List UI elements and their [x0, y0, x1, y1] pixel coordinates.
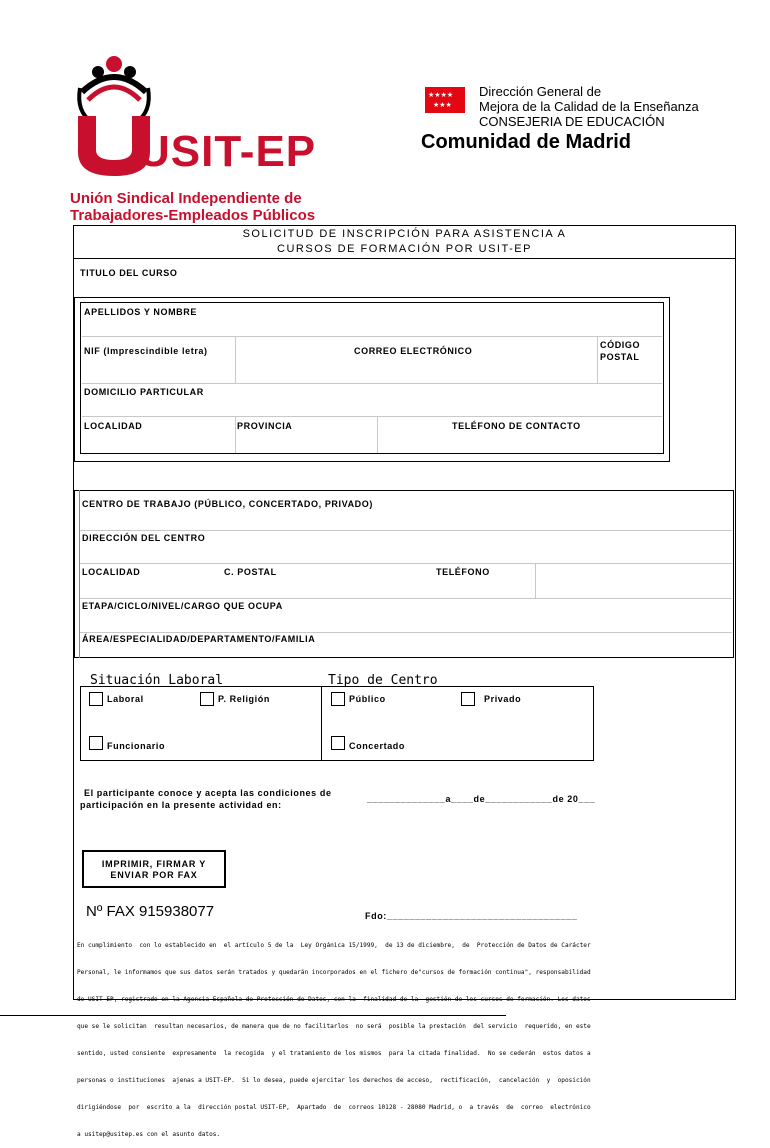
madrid-flag-icon [425, 87, 465, 113]
madrid-title: Comunidad de Madrid [421, 131, 631, 153]
fax-number: Nº FAX 915938077 [86, 903, 215, 920]
domicilio-label: DOMICILIO PARTICULAR [84, 387, 204, 397]
legal-text [77, 923, 733, 1148]
religion-label: P. Religión [218, 694, 270, 704]
centro-cpostal-label: C. POSTAL [224, 567, 277, 577]
situacion-laboral-title: Situación Laboral [90, 673, 224, 688]
form-title-line2: CURSOS DE FORMACIÓN POR USIT-EP [277, 243, 532, 255]
svg-text:★★★★: ★★★★ [428, 91, 454, 99]
funcionario-checkbox[interactable] [89, 736, 103, 750]
centro-telefono-label: TELÉFONO [436, 567, 490, 577]
telefono-contacto-label: TELÉFONO DE CONTACTO [452, 421, 581, 431]
laboral-label: Laboral [107, 694, 144, 704]
concertado-label: Concertado [349, 741, 406, 751]
centro-localidad-label: LOCALIDAD [82, 567, 141, 577]
codigo-postal-field[interactable] [600, 364, 660, 382]
usit-logo [68, 52, 328, 182]
madrid-line3: CONSEJERIA DE EDUCACIÓN [479, 114, 665, 129]
etapa-field[interactable] [82, 613, 730, 630]
titulo-curso-label: TITULO DEL CURSO [80, 268, 178, 278]
funcionario-label: Funcionario [107, 741, 166, 751]
centro-localidad-field[interactable] [82, 580, 220, 596]
telefono-contacto-field[interactable] [380, 434, 660, 450]
titulo-curso-field[interactable] [160, 264, 730, 282]
area-label: ÁREA/ESPECIALIDAD/DEPARTAMENTO/FAMILIA [82, 634, 316, 644]
title-divider [73, 258, 736, 259]
org-name-line2: Trabajadores-Empleados Públicos [70, 207, 316, 224]
legal-line: a usitep@usitep.es con el asunto datos. [77, 1131, 221, 1138]
legal-line: de USIT-EP, registrado en la Agencia Española de Protección de Datos, con la finalidad de la gestión de los cursos de formación. Los datos [77, 996, 591, 1003]
nif-label: NIF (Imprescindible letra) [84, 346, 208, 356]
madrid-line2: Mejora de la Calidad de la Enseñanza [479, 99, 699, 114]
imprimir-line2: ENVIAR POR FAX [110, 870, 198, 880]
area-field[interactable] [82, 645, 730, 657]
laboral-checkbox[interactable] [89, 692, 103, 706]
madrid-line1: Dirección General de [479, 84, 602, 99]
legal-line: dirigiéndose por escrito a la dirección postal USIT-EP, Apartado de correos 10128 - 28080 Madrid, o a través de correo electrónico [77, 1104, 591, 1111]
centro-cpostal-field[interactable] [224, 580, 424, 596]
provincia-field[interactable] [238, 434, 374, 450]
apellidos-label: APELLIDOS Y NOMBRE [84, 307, 197, 317]
religion-checkbox[interactable] [200, 692, 214, 706]
centro-trabajo-label: CENTRO DE TRABAJO (PÚBLICO, CONCERTADO, PRIVADO) [82, 499, 373, 509]
acepta-line1: El participante conoce y acepta las condiciones de [84, 788, 332, 798]
concertado-checkbox[interactable] [331, 736, 345, 750]
codigo-postal-label-1: CÓDIGO [600, 340, 641, 350]
legal-line: Personal, le informamos que sus datos serán tratados y quedarán incorporados en el fichero de"cursos de formación continua", responsabilidad [77, 969, 591, 976]
centro-telefono-field[interactable] [538, 580, 730, 596]
form-title-line1: SOLICITUD DE INSCRIPCIÓN PARA ASISTENCIA A [242, 228, 567, 240]
etapa-label: ETAPA/CICLO/NIVEL/CARGO QUE OCUPA [82, 601, 283, 611]
legal-line: que se le solicitan resultan necesarios, de manera que de no facilitarlos no será posible la prestación del servicio requerido, en este [77, 1023, 591, 1030]
centro-trabajo-field[interactable] [82, 511, 730, 528]
legal-line: personas o instituciones ajenas a USIT-EP. Si lo desea, puede ejercitar los derechos de acceso, rectificación, cancelación y oposición [77, 1077, 591, 1084]
legal-line: En cumplimiento con lo establecido en el artículo 5 de la Ley Orgánica 15/1999, de 13 de diciembre, de Protección de Datos de Carácter [77, 942, 591, 949]
direccion-centro-label: DIRECCIÓN DEL CENTRO [82, 533, 206, 543]
domicilio-field[interactable] [82, 398, 662, 415]
correo-field[interactable] [238, 358, 594, 380]
acepta-line2: participación en la presente actividad en: [80, 800, 282, 810]
localidad-field[interactable] [84, 434, 232, 450]
publico-checkbox[interactable] [331, 692, 345, 706]
privado-label: Privado [484, 694, 522, 704]
provincia-label: PROVINCIA [237, 421, 293, 431]
imprimir-button[interactable] [82, 850, 226, 888]
fdo-signature-line[interactable]: Fdo:__________________________________ [365, 911, 578, 921]
tipo-centro-title: Tipo de Centro [328, 673, 438, 688]
date-line[interactable]: ______________a____de____________de 20___ [367, 794, 596, 804]
nif-field[interactable] [84, 358, 232, 380]
correo-label: CORREO ELECTRÓNICO [354, 346, 473, 356]
legal-line: sentido, usted consiente expresamente la recogida y el tratamiento de los mismos para la citada finalidad. No se cederán estos datos a [77, 1050, 591, 1057]
imprimir-line1: IMPRIMIR, FIRMAR Y [101, 859, 207, 869]
bottom-rule [0, 1015, 506, 1016]
logo-text: USIT-EP [138, 127, 317, 176]
apellidos-field[interactable] [82, 318, 662, 335]
privado-checkbox[interactable] [461, 692, 475, 706]
localidad-label: LOCALIDAD [84, 421, 143, 431]
codigo-postal-label-2: POSTAL [600, 352, 640, 362]
publico-label: Público [349, 694, 386, 704]
direccion-centro-field[interactable] [82, 545, 730, 562]
svg-text:★★★: ★★★ [433, 101, 452, 109]
org-name-line1: Unión Sindical Independiente de [70, 190, 302, 207]
